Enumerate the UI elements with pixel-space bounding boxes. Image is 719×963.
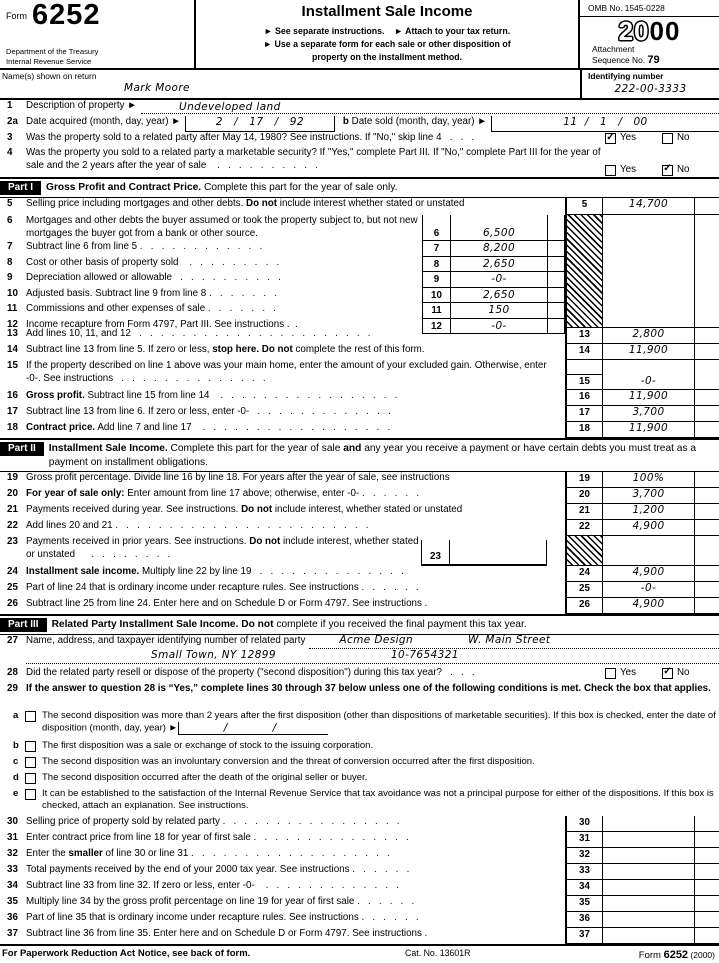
- line-5-label: Selling price including mortgages and other debts. Do not include interest whether stated or unstated: [26, 198, 465, 210]
- line-10-amount-field[interactable]: 2,650: [450, 288, 547, 304]
- line-5-cents-field[interactable]: [694, 198, 719, 215]
- dept-irs: Internal Revenue Service: [6, 56, 92, 66]
- line-26-box-number: 26: [565, 598, 602, 614]
- line-2a-label: Date acquired (month, day, year) ►: [26, 116, 181, 128]
- catalog-number: Cat. No. 13601R: [405, 947, 471, 958]
- line-7-cents-field[interactable]: [547, 241, 565, 257]
- line-5-box-number: 5: [565, 198, 602, 215]
- line-25-number: 25: [7, 581, 18, 593]
- check-icon: ✓: [663, 163, 672, 175]
- line-36-amount-field[interactable]: [602, 912, 694, 928]
- line-28-number: 28: [7, 666, 18, 678]
- line-19-number: 19: [7, 471, 18, 483]
- line-32-amount-field[interactable]: [602, 848, 694, 864]
- line-7-number: 7: [7, 241, 13, 253]
- line-16-box-number: 16: [565, 390, 602, 406]
- line-35-box-number: 35: [565, 896, 602, 912]
- line-25-label: Part of line 24 that is ordinary income under recapture rules. See instructions . . . . . .: [26, 581, 419, 593]
- line-3-yes-label: Yes: [620, 132, 636, 144]
- line-7-box-number: 7: [422, 241, 450, 257]
- line-35-row: [0, 896, 719, 912]
- line-34-label: Subtract line 33 from line 32. If zero or less, enter -0- . . . . . . . . . . . . .: [26, 879, 399, 891]
- line-28-yes-label: Yes: [620, 666, 636, 678]
- line-13-box-number: 13: [565, 328, 602, 344]
- line-29e-letter: e: [13, 787, 19, 799]
- line-14-row: [0, 344, 719, 360]
- part-3-chip: Part III: [0, 618, 47, 632]
- line-28: [0, 667, 719, 683]
- line-9-box-number: 9: [422, 272, 450, 288]
- line-35-label: Multiply line 34 by the gross profit percentage on line 19 for year of first sale . . . . . .: [26, 895, 415, 907]
- line-29: [0, 683, 719, 710]
- line-22-cents-field[interactable]: [694, 520, 719, 536]
- line-22-label: Add lines 20 and 21 . . . . . . . . . . . . . . . . . . . . . . . .: [26, 519, 369, 531]
- line-21-label: Payments received during year. See instructions. Do not include interest, whether stated or unstated: [26, 503, 463, 515]
- line-33-row: [0, 864, 719, 880]
- line-16-label: Gross profit. Subtract line 15 from line 14 . . . . . . . . . . . . . . . . .: [26, 390, 398, 402]
- line-34-amount-field[interactable]: [602, 880, 694, 896]
- line-26-cents-field[interactable]: [694, 598, 719, 614]
- line-19-amount-field[interactable]: 100%: [602, 472, 694, 488]
- line-19-row: [0, 472, 719, 488]
- line-14-label: Subtract line 13 from line 5. If zero or less, stop here. Do not complete the rest of this form.: [26, 344, 425, 356]
- line-29a-checkbox[interactable]: [25, 711, 36, 722]
- line-29b-text: The first disposition was a sale or exchange of stock to the issuing corporation.: [42, 739, 374, 751]
- line-24-box-number: 24: [565, 566, 602, 582]
- line-19-label: Gross profit percentage. Divide line 16 by line 18. For years after the year of sale, see instructions: [26, 471, 450, 483]
- line-10-label: Adjusted basis. Subtract line 9 from line 8 . . . . . . .: [26, 287, 278, 299]
- line-18-cents-field[interactable]: [694, 422, 719, 438]
- line-23-number: 23: [7, 535, 18, 547]
- line-28-yes-checkbox[interactable]: [605, 668, 616, 679]
- line-4-yes-label: Yes: [620, 163, 636, 175]
- line-5-row: [0, 198, 719, 215]
- line-14-amount-field[interactable]: 11,900: [602, 344, 694, 360]
- lines-6-12-block: [0, 215, 719, 332]
- paperwork-notice: For Paperwork Reduction Act Notice, see back of form.: [2, 947, 251, 959]
- line-30-box-number: 30: [565, 816, 602, 832]
- sequence-number: 79: [647, 54, 660, 67]
- line-24-number: 24: [7, 565, 18, 577]
- line-22-box-number: 22: [565, 520, 602, 536]
- line-23-box-number: 23: [421, 540, 449, 566]
- part-2-header: [0, 438, 719, 472]
- line-20-label: For year of sale only: Enter amount from line 17 above; otherwise, enter -0- . . . . . .: [26, 487, 420, 499]
- line-8-label: Cost or other basis of property sold . . . . . . . . .: [26, 256, 280, 268]
- line-3-no-label: No: [676, 132, 690, 144]
- line-29e: [0, 788, 719, 816]
- line-37-number: 37: [7, 927, 18, 939]
- line-4-yes-checkbox[interactable]: [605, 165, 616, 176]
- line-32-label: Enter the smaller of line 30 or line 31 . . . . . . . . . . . . . . . . . . .: [26, 847, 390, 859]
- line-35-cents-field[interactable]: [694, 896, 719, 912]
- line-19-cents-field[interactable]: [694, 472, 719, 488]
- bullet-attach: ► Attach to your tax return.: [394, 25, 511, 36]
- line-36-cents-field[interactable]: [694, 912, 719, 928]
- line-11-amount-field[interactable]: 150: [450, 303, 547, 319]
- name-label: Name(s) shown on return: [2, 71, 97, 82]
- omb-block: [580, 0, 719, 68]
- line-25-cents-field[interactable]: [694, 582, 719, 598]
- line-8-row: [0, 257, 565, 273]
- related-party-name-field[interactable]: Acme Design W. Main Street: [309, 635, 719, 649]
- line-30-row: [0, 816, 719, 832]
- line-14-box-number: 14: [565, 344, 602, 360]
- line-3-number: 3: [7, 132, 13, 144]
- check-icon: ✓: [606, 131, 615, 143]
- form-title-block: [196, 0, 580, 68]
- identifying-number-label: Identifying number: [588, 71, 664, 82]
- form-title: Installment Sale Income: [301, 3, 473, 20]
- line-25-box-number: 25: [565, 582, 602, 598]
- line-21-row: [0, 504, 719, 520]
- line-4-no-label: No: [676, 163, 690, 175]
- attachment-label: Attachment: [592, 43, 635, 54]
- line-26-amount-field[interactable]: 4,900: [602, 598, 694, 614]
- line-30-label: Selling price of property sold by related party . . . . . . . . . . . . . . . . .: [26, 815, 400, 827]
- line-36-label: Part of line 35 that is ordinary income under recapture rules. See instructions . . . . . .: [26, 911, 419, 923]
- line-3-no-checkbox[interactable]: [662, 133, 673, 144]
- line-6-box-number: 6: [422, 215, 450, 241]
- identifying-number-field[interactable]: 222-00-3333: [614, 83, 687, 96]
- line-20-number: 20: [7, 487, 18, 499]
- line-29a-letter: a: [13, 709, 19, 721]
- line-15-number: 15: [7, 360, 18, 372]
- line-16-cents-field[interactable]: [694, 390, 719, 406]
- line-18-number: 18: [7, 422, 18, 434]
- line-13-row: [0, 328, 719, 344]
- check-icon: ✓: [663, 666, 672, 678]
- line-29-text: If the answer to question 28 is “Yes,” complete lines 30 through 37 below unless one of the following conditions is met. Check the box that applies.: [26, 682, 711, 694]
- line-30-number: 30: [7, 815, 18, 827]
- line-2b-label: b Date sold (month, day, year) ►: [342, 116, 487, 128]
- form-footer-id: Form 6252 (2000): [638, 948, 715, 961]
- line-22-row: [0, 520, 719, 536]
- form-header: [0, 0, 719, 70]
- line-14-number: 14: [7, 344, 18, 356]
- line-23-hatched-cell: [565, 536, 602, 566]
- line-17-row: [0, 406, 719, 422]
- form-number: 6252: [32, 0, 101, 31]
- line-7-amount-field[interactable]: 8,200: [450, 241, 547, 257]
- line-18-row: [0, 422, 719, 438]
- line-4: [0, 147, 719, 177]
- line-31-row: [0, 832, 719, 848]
- date-sold-field[interactable]: 11 / 1 / 00: [491, 116, 719, 132]
- line-33-amount-field[interactable]: [602, 864, 694, 880]
- line-22-amount-field[interactable]: 4,900: [602, 520, 694, 536]
- lines-6-12-empty-cell: [602, 215, 694, 328]
- line-5-amount-field[interactable]: 14,700: [602, 198, 694, 215]
- line-24-amount-field[interactable]: 4,900: [602, 566, 694, 582]
- line-31-number: 31: [7, 831, 18, 843]
- sequence-label: Sequence No.: [592, 55, 648, 66]
- part-2-chip: Part II: [0, 442, 44, 456]
- line-7-row: [0, 241, 565, 257]
- line-26-number: 26: [7, 597, 18, 609]
- related-party-address-field[interactable]: Small Town, NY 12899 10-7654321: [26, 649, 719, 664]
- line-14-cents-field[interactable]: [694, 344, 719, 360]
- line-16-amount-field[interactable]: 11,900: [602, 390, 694, 406]
- line-15-label: If the property described on line 1 above was your main home, enter the amount of your excluded gain. Otherwise, enter -0-. See instructions . . . . . . . . . . . . . .: [26, 360, 550, 385]
- line-24-label: Installment sale income. Multiply line 22 by line 19 . . . . . . . . . . . . . .: [26, 565, 404, 577]
- line-34-box-number: 34: [565, 880, 602, 896]
- line-33-cents-field[interactable]: [694, 864, 719, 880]
- line-28-question: Did the related party resell or dispose of the property ("second disposition") during this tax year? . . .: [26, 666, 475, 678]
- line-35-number: 35: [7, 895, 18, 907]
- line-20-row: [0, 488, 719, 504]
- part-3-header: [0, 614, 719, 635]
- line-8-cents-field[interactable]: [547, 257, 565, 273]
- dept-treasury: Department of the Treasury: [6, 47, 99, 57]
- line-31-amount-field[interactable]: [602, 832, 694, 848]
- line-6-number: 6: [7, 215, 13, 227]
- line-17-cents-field[interactable]: [694, 406, 719, 422]
- line-13-label: Add lines 10, 11, and 12 . . . . . . . . . . . . . . . . . . . . . .: [26, 328, 371, 340]
- line-34-cents-field[interactable]: [694, 880, 719, 896]
- line-8-amount-field[interactable]: 2,650: [450, 257, 547, 273]
- line-6-amount-field[interactable]: 6,500: [450, 215, 547, 241]
- line-15-box-number-cell: 15: [565, 360, 602, 390]
- line-37-label: Subtract line 36 from line 35. Enter here and on Schedule D or Form 4797. See instructions .: [26, 927, 428, 939]
- line-6-row: [0, 215, 565, 241]
- line-29c-letter: c: [13, 755, 19, 767]
- line-3-yes-checkbox[interactable]: [605, 133, 616, 144]
- form-id-block: [0, 0, 196, 68]
- line-29d-checkbox[interactable]: [25, 773, 36, 784]
- line-36-box-number: 36: [565, 912, 602, 928]
- line-29e-text: It can be established to the satisfaction of the Internal Revenue Service that tax avoidance was not a principal purpose for either of the dispositions. If this box is checked, attach an explanation. See instructions.: [42, 787, 717, 812]
- line-29a-date-field[interactable]: / /: [178, 722, 328, 735]
- line-32-box-number: 32: [565, 848, 602, 864]
- line-9-label: Depreciation allowed or allowable . . . . . . . . . .: [26, 272, 281, 284]
- line-9-number: 9: [7, 272, 13, 284]
- line-23-label: Payments received in prior years. See instructions. Do not include interest, whether stated or unstated . . . . . . . .: [26, 535, 422, 560]
- tax-year: 2000: [618, 15, 681, 46]
- line-30-amount-field[interactable]: [602, 816, 694, 832]
- line-23-amount-field[interactable]: [449, 540, 547, 566]
- line-1-label: Description of property ►: [26, 100, 137, 112]
- line-28-no-label: No: [676, 666, 690, 678]
- line-21-cents-field[interactable]: [694, 504, 719, 520]
- line-29c-checkbox[interactable]: [25, 757, 36, 768]
- line-20-cents-field[interactable]: [694, 488, 719, 504]
- line-29c-text: The second disposition was an involuntary conversion and the threat of conversion occurred after the first disposition.: [42, 755, 535, 767]
- line-21-number: 21: [7, 503, 18, 515]
- line-9-row: [0, 272, 565, 288]
- line-16-row: [0, 390, 719, 406]
- line-17-amount-field[interactable]: 3,700: [602, 406, 694, 422]
- line-29d-letter: d: [13, 771, 19, 783]
- line-22-number: 22: [7, 519, 18, 531]
- line-1-number: 1: [7, 100, 13, 112]
- line-10-row: [0, 288, 565, 304]
- part-2-title: Installment Sale Income. Complete this part for the year of sale and any year you receive a payment or have certain debts you must treat as a payment on installment obligations.: [48, 443, 699, 468]
- form-word: Form: [6, 11, 27, 21]
- line-25-amount-field[interactable]: -0-: [602, 582, 694, 598]
- line-23-row: [0, 536, 719, 566]
- date-acquired-field[interactable]: 2 / 17 / 92: [185, 116, 335, 132]
- line-18-label: Contract price. Add line 7 and line 17 . . . . . . . . . . . . . . . . . .: [26, 422, 391, 434]
- bullet-see-instructions: ► See separate instructions.: [263, 25, 385, 36]
- line-12-box-number: 12: [422, 319, 450, 335]
- description-of-property-field[interactable]: Undeveloped land: [141, 101, 719, 114]
- line-29b-checkbox[interactable]: [25, 741, 36, 752]
- line-2a-number: 2a: [7, 116, 18, 128]
- line-36-number: 36: [7, 911, 18, 923]
- line-29d: [0, 772, 719, 788]
- line-12-label: Income recapture from Form 4797, Part III. See instructions . .: [26, 318, 298, 330]
- line-20-amount-field[interactable]: 3,700: [602, 488, 694, 504]
- line-8-box-number: 8: [422, 257, 450, 273]
- line-25-row: [0, 582, 719, 598]
- line-16-number: 16: [7, 390, 18, 402]
- line-5-number: 5: [7, 198, 13, 210]
- line-7-label: Subtract line 6 from line 5 . . . . . . . . . . . .: [26, 241, 263, 253]
- lines-6-12-hatched-cell: [565, 215, 602, 328]
- line-29a-text: The second disposition was more than 2 years after the first disposition (other than dispositions of marketable securities). If this box is checked, enter the date of disposition (month, day, year) ► / /: [42, 709, 719, 735]
- line-18-box-number: 18: [565, 422, 602, 438]
- line-33-number: 33: [7, 863, 18, 875]
- line-15-cents-field[interactable]: [694, 360, 719, 390]
- line-13-cents-field[interactable]: [694, 328, 719, 344]
- line-23-entry-box: [421, 540, 547, 566]
- line-4-no-checkbox[interactable]: [662, 165, 673, 176]
- line-11-row: [0, 303, 565, 319]
- line-29-number: 29: [7, 682, 18, 694]
- line-4-number: 4: [7, 147, 13, 159]
- line-32-row: [0, 848, 719, 864]
- line-12-number: 12: [7, 318, 18, 330]
- line-37-box-number: 37: [565, 928, 602, 944]
- lines-30-37-block: [0, 816, 719, 944]
- line-6-cents-field[interactable]: [547, 215, 565, 241]
- line-37-cents-field[interactable]: [694, 928, 719, 944]
- line-11-cents-field[interactable]: [547, 303, 565, 319]
- line-36-row: [0, 912, 719, 928]
- line-4-question: Was the property you sold to a related party a marketable security? If "Yes," complete Part III. If "No," complete Part III for the year of sale and the 2 years after the year of sale . . . . . . . . . .: [26, 147, 604, 172]
- line-37-amount-field[interactable]: [602, 928, 694, 944]
- line-21-box-number: 21: [565, 504, 602, 520]
- bullet-method: property on the installment method.: [311, 51, 463, 62]
- line-19-box-number: 19: [565, 472, 602, 488]
- line-6-label: Mortgages and other debts the buyer assumed or took the property subject to, but not new mortgages the buyer got from a bank or other source.: [26, 215, 421, 240]
- line-10-box-number: 10: [422, 288, 450, 304]
- line-28-no-checkbox[interactable]: [662, 668, 673, 679]
- line-9-amount-field[interactable]: -0-: [450, 272, 547, 288]
- line-11-number: 11: [7, 303, 18, 315]
- line-1: [0, 100, 719, 116]
- line-10-cents-field[interactable]: [547, 288, 565, 304]
- line-29a: [0, 710, 719, 740]
- line-26-row: [0, 598, 719, 614]
- line-17-label: Subtract line 13 from line 6. If zero or less, enter -0- . . . . . . . . . . . . .: [26, 406, 391, 418]
- part-1-title: Gross Profit and Contract Price. Complete this part for the year of sale only.: [46, 182, 398, 194]
- line-12-amount-field[interactable]: -0-: [450, 319, 547, 335]
- line-33-label: Total payments received by the end of your 2000 tax year. See instructions . . . . . .: [26, 863, 410, 875]
- line-17-number: 17: [7, 406, 18, 418]
- line-35-amount-field[interactable]: [602, 896, 694, 912]
- line-29d-text: The second disposition occurred after the death of the original seller or buyer.: [42, 771, 368, 783]
- line-2: [0, 116, 719, 132]
- line-11-label: Commissions and other expenses of sale . . . . . . .: [26, 303, 276, 315]
- line-29c: [0, 756, 719, 772]
- line-11-box-number: 11: [422, 303, 450, 319]
- line-31-box-number: 31: [565, 832, 602, 848]
- line-24-row: [0, 566, 719, 582]
- line-18-amount-field[interactable]: 11,900: [602, 422, 694, 438]
- line-24-cents-field[interactable]: [694, 566, 719, 582]
- line-13-number: 13: [7, 328, 18, 340]
- line-13-amount-field[interactable]: 2,800: [602, 328, 694, 344]
- line-3: [0, 132, 719, 147]
- line-15-row: [0, 360, 719, 390]
- part-3-title: Related Party Installment Sale Income. Do not complete if you received the final payment this tax year.: [51, 618, 527, 630]
- line-34-number: 34: [7, 879, 18, 891]
- line-31-cents-field[interactable]: [694, 832, 719, 848]
- line-29b-letter: b: [13, 739, 19, 751]
- line-32-number: 32: [7, 847, 18, 859]
- line-23-empty-cell: [602, 536, 694, 566]
- line-20-box-number: 20: [565, 488, 602, 504]
- part-1-chip: Part I: [0, 181, 41, 195]
- part-1-header: [0, 177, 719, 198]
- line-15-amount-field[interactable]: -0-: [602, 360, 694, 390]
- line-30-cents-field[interactable]: [694, 816, 719, 832]
- line-17-box-number: 17: [565, 406, 602, 422]
- line-27-label: Name, address, and taxpayer identifying number of related party: [26, 634, 306, 646]
- line-33-box-number: 33: [565, 864, 602, 880]
- line-8-number: 8: [7, 256, 13, 268]
- omb-number: OMB No. 1545-0228: [580, 0, 719, 17]
- line-21-amount-field[interactable]: 1,200: [602, 504, 694, 520]
- line-27: [0, 635, 719, 667]
- form-footer: [0, 944, 719, 963]
- line-3-question: Was the property sold to a related party after May 14, 1980? See instructions. If "No," skip line 4 . . .: [26, 132, 475, 144]
- line-9-cents-field[interactable]: [547, 272, 565, 288]
- bullet-separate-form: ► Use a separate form for each sale or other disposition of: [263, 38, 511, 49]
- line-37-row: [0, 928, 719, 944]
- taxpayer-name-field[interactable]: Mark Moore: [124, 82, 190, 95]
- line-31-label: Enter contract price from line 18 for year of first sale . . . . . . . . . . . . . . .: [26, 831, 409, 843]
- name-row: [0, 70, 719, 100]
- line-29e-checkbox[interactable]: [25, 789, 36, 800]
- line-27-number: 27: [7, 634, 18, 646]
- line-29b: [0, 740, 719, 756]
- line-34-row: [0, 880, 719, 896]
- line-32-cents-field[interactable]: [694, 848, 719, 864]
- line-10-number: 10: [7, 287, 18, 299]
- line-26-label: Subtract line 25 from line 24. Enter here and on Schedule D or Form 4797. See instructions .: [26, 597, 428, 609]
